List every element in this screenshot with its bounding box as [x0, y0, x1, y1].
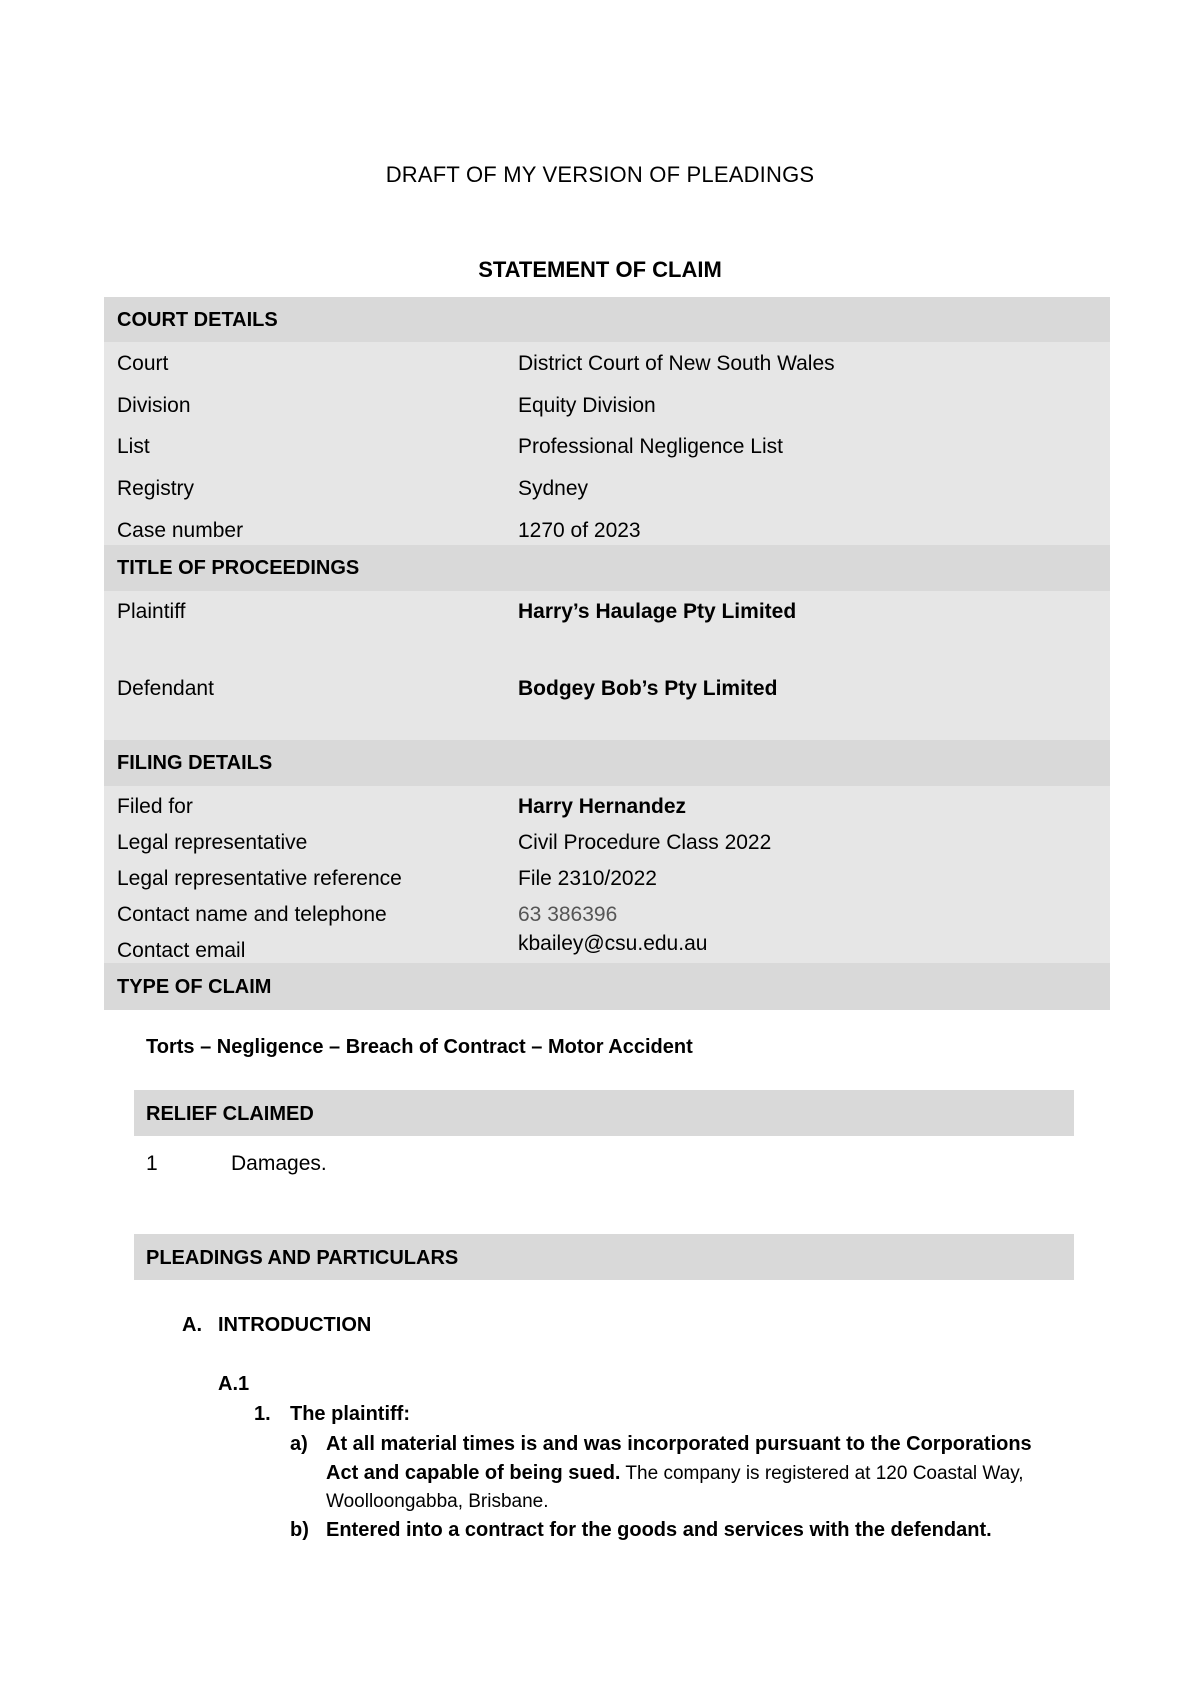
defendant-value: Bodgey Bob’s Pty Limited	[518, 677, 778, 700]
contact-telephone-value: 63 386396	[518, 903, 618, 926]
contact-label: Contact name and telephone	[117, 903, 387, 926]
legal-reference-label: Legal representative reference	[117, 867, 402, 890]
statement-of-claim-title: STATEMENT OF CLAIM	[478, 257, 722, 282]
contact-email-value: kbailey@csu.edu.au	[518, 932, 708, 955]
court-label: Court	[117, 352, 169, 375]
court-details-heading: COURT DETAILS	[117, 309, 278, 331]
item-a-line-1: At all material times is and was incorporated pursuant to the Corporations	[326, 1433, 1032, 1455]
plaintiff-label: Plaintiff	[117, 600, 186, 623]
filing-details-heading: FILING DETAILS	[117, 752, 273, 774]
defendant-label: Defendant	[117, 677, 214, 700]
plaintiff-value: Harry’s Haulage Pty Limited	[518, 600, 797, 623]
court-value: District Court of New South Wales	[518, 352, 835, 375]
type-of-claim-heading: TYPE OF CLAIM	[117, 976, 272, 998]
filed-for-label: Filed for	[117, 795, 193, 818]
type-of-claim-value: Torts – Negligence – Breach of Contract – Motor Accident	[146, 1036, 693, 1058]
item-a-marker: a)	[290, 1433, 308, 1455]
list-value: Professional Negligence List	[518, 435, 783, 458]
item-a-line-3: Woolloongabba, Brisbane.	[326, 1491, 549, 1512]
section-title: INTRODUCTION	[218, 1314, 372, 1336]
legal-reference-value: File 2310/2022	[518, 867, 657, 890]
registry-label: Registry	[117, 477, 195, 500]
draft-title: DRAFT OF MY VERSION OF PLEADINGS	[385, 162, 815, 187]
contact-email-label: Contact email	[117, 939, 246, 962]
item-a-line-2-rest: The company is registered at 120 Coastal Way,	[620, 1463, 1024, 1484]
title-of-proceedings-heading: TITLE OF PROCEEDINGS	[117, 557, 360, 579]
item-b-marker: b)	[290, 1519, 309, 1541]
filed-for-value: Harry Hernandez	[518, 795, 687, 818]
division-label: Division	[117, 394, 191, 417]
registry-value: Sydney	[518, 477, 589, 500]
paragraph-number: 1.	[254, 1403, 271, 1425]
paragraph-text: The plaintiff:	[290, 1403, 410, 1425]
legal-representative-value: Civil Procedure Class 2022	[518, 831, 772, 854]
case-number-label: Case number	[117, 519, 244, 542]
subsection-number: A.1	[218, 1373, 250, 1395]
division-value: Equity Division	[518, 394, 656, 417]
relief-item-number: 1	[146, 1152, 158, 1175]
relief-claimed-heading: RELIEF CLAIMED	[146, 1103, 314, 1125]
pleadings-heading: PLEADINGS AND PARTICULARS	[146, 1247, 459, 1269]
item-a-line-2	[326, 1462, 1024, 1485]
relief-item-text: Damages.	[231, 1152, 327, 1175]
item-b-text: Entered into a contract for the goods and services with the defendant.	[326, 1519, 992, 1541]
case-number-value: 1270 of 2023	[518, 519, 641, 542]
list-label: List	[117, 435, 150, 458]
item-a-line-2-bold: Act and capable of being sued.	[326, 1462, 621, 1484]
section-letter: A.	[182, 1314, 202, 1336]
legal-representative-label: Legal representative	[117, 831, 308, 854]
